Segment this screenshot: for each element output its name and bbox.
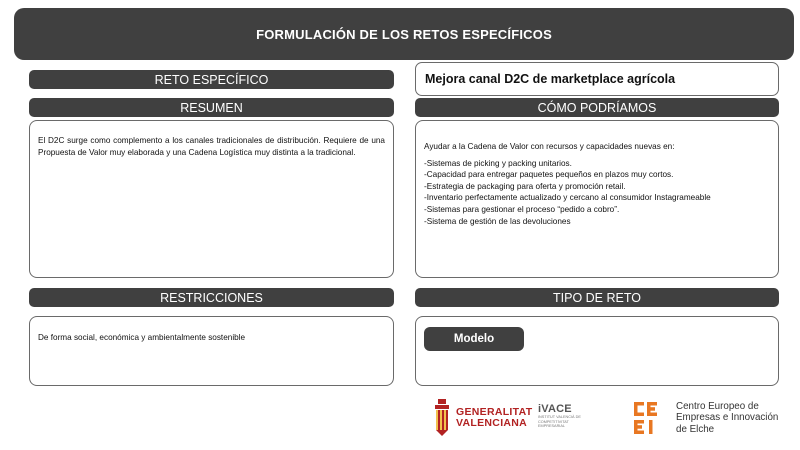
como-podriamos-box [415, 120, 779, 278]
reto-especifico-value-box [415, 62, 779, 96]
generalitat-crest-icon [434, 399, 450, 437]
page-title: FORMULACIÓN DE LOS RETOS ESPECÍFICOS [256, 26, 552, 42]
generalitat-line2: VALENCIANA [456, 417, 528, 429]
ceei-elche-logo [634, 398, 784, 438]
restricciones-box [29, 316, 394, 386]
ceei-line1: Centro Europeo de [676, 400, 759, 412]
ceei-mark-icon [634, 402, 670, 434]
restricciones-label: RESTRICCIONES [160, 290, 263, 305]
como-podriamos-label: CÓMO PODRÍAMOS [537, 100, 657, 115]
resumen-header [29, 98, 394, 117]
como-item: -Sistemas de picking y packing unitarios. [424, 158, 572, 168]
reto-especifico-label: RETO ESPECÍFICO [154, 72, 269, 87]
generalitat-line1: GENERALITAT [456, 406, 533, 418]
modelo-button[interactable] [424, 327, 524, 351]
como-podriamos-header [415, 98, 779, 117]
ivace-sub2: COMPETITIVITAT EMPRESARIAL [538, 419, 569, 428]
restricciones-header [29, 288, 394, 307]
page-title-bar [14, 8, 794, 60]
resumen-box [29, 120, 394, 278]
ivace-sub1: INSTITUT VALENCIÀ DE [538, 415, 581, 419]
resumen-text: El D2C surge como complemento a los canales tradicionales de distribución. Requiere de una Propuesta de Valor muy elaborada y una Cadena Logística muy distinta a la tradicional. [38, 136, 385, 157]
como-item: -Sistemas para gestionar el proceso “pedido a cobro”. [424, 204, 620, 214]
resumen-label: RESUMEN [180, 100, 243, 115]
ivace-logo [538, 403, 588, 435]
reto-especifico-value: Mejora canal D2C de marketplace agrícola [425, 72, 676, 86]
como-item: -Estrategia de packaging para oferta y promoción retail. [424, 181, 626, 191]
reto-especifico-header [29, 70, 394, 89]
ceei-line3: de Elche [676, 423, 715, 435]
como-item: -Sistema de gestión de las devoluciones [424, 216, 571, 226]
como-item: -Capacidad para entregar paquetes pequeños en plazos muy cortos. [424, 170, 674, 180]
restricciones-text: De forma social, económica y ambientalmente sostenible [38, 333, 246, 342]
como-item: -Inventario perfectamente actualizado y cercano al consumidor Instagrameable [424, 193, 711, 203]
ivace-name: iVACE [538, 403, 572, 415]
generalitat-valenciana-logo [434, 398, 534, 438]
modelo-label: Modelo [453, 333, 495, 345]
como-podriamos-intro: Ayudar a la Cadena de Valor con recursos y capacidades nuevas en: [424, 142, 675, 151]
ceei-line2: Empresas e Innovación [676, 412, 779, 424]
tipo-de-reto-label: TIPO DE RETO [553, 290, 641, 305]
tipo-de-reto-header [415, 288, 779, 307]
